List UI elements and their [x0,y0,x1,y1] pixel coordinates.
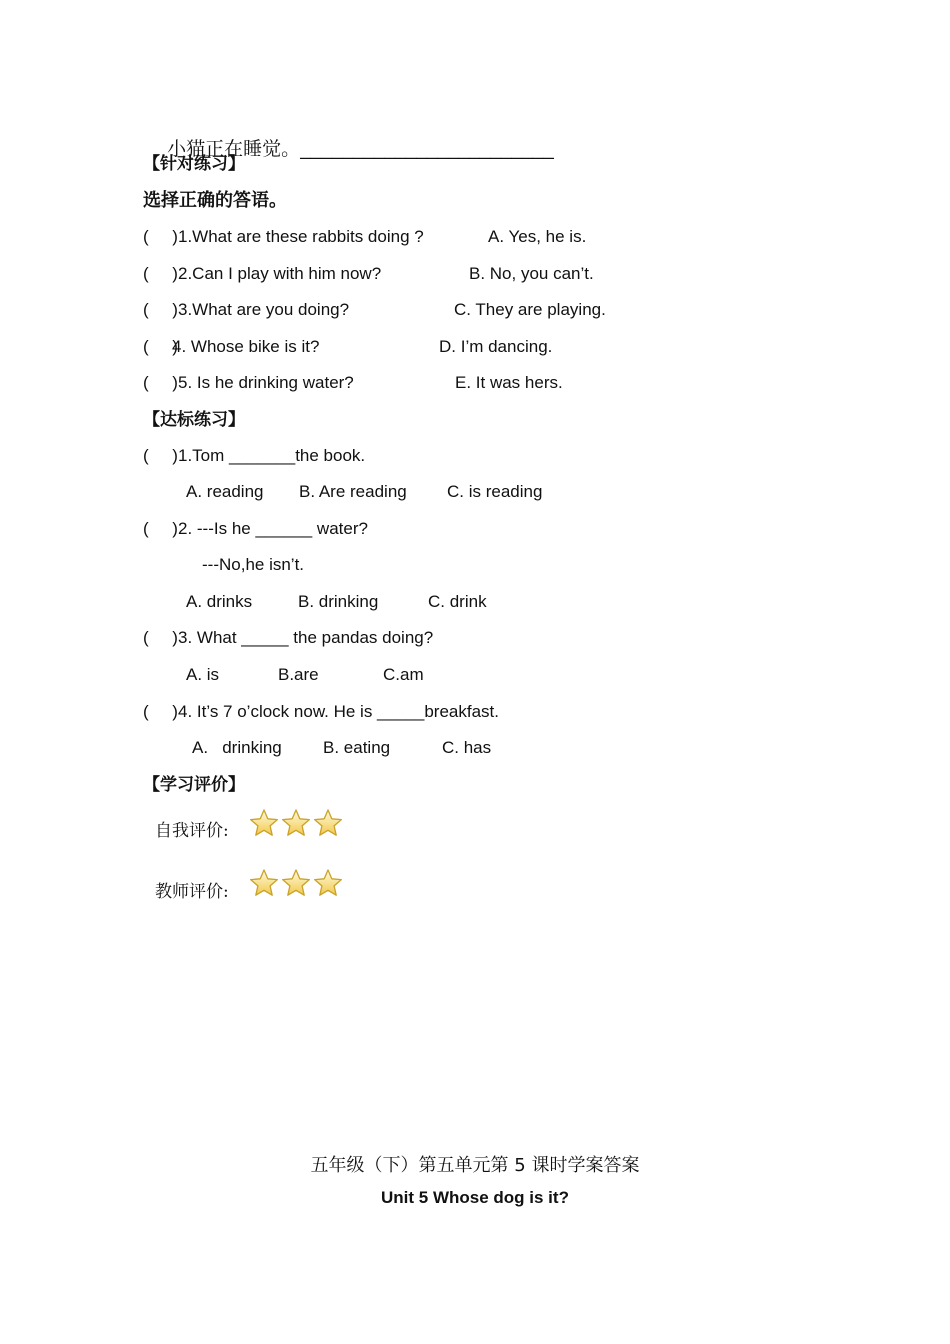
answer-key-title: 五年级（下）第五单元第 5 课时学案答案 [310,1155,640,1176]
mcq-stem: 2. ---Is he ______ water? [178,519,368,538]
matching-answer: C. They are playing. [454,300,606,319]
mcq-option: C. is reading [447,482,543,501]
matching-answer: A. Yes, he is. [488,227,587,246]
answer-key-unit-title: Unit 5 Whose dog is it? [381,1188,569,1207]
section-title-standard: 【达标练习】 [143,410,245,430]
mcq-paren[interactable]: ( ) [143,628,178,647]
mcq-dialog-reply: ---No,he isn’t. [202,555,305,574]
mcq-option: A. drinks [186,592,253,611]
section-title-evaluation: 【学习评价】 [143,775,245,795]
matching-paren[interactable]: ( ) [143,300,178,319]
mcq-stem: 4. It’s 7 o’clock now. He is _____breakfast. [178,702,499,721]
matching-question: 1.What are these rabbits doing ? [178,227,424,246]
mcq-option: B. Are reading [299,482,407,501]
star-icon[interactable] [313,808,343,843]
matching-question: 4. Whose bike is it? [172,337,320,356]
mcq-option: C.am [383,665,424,684]
mcq-paren[interactable]: ( ) [143,519,178,538]
matching-answer: D. I’m dancing. [439,337,553,356]
mcq-option: C. has [442,738,492,757]
mcq-option: A. drinking [192,738,282,757]
self-evaluation-label: 自我评价: [155,821,229,841]
star-icon[interactable] [281,808,311,843]
mcq-option: B. eating [323,738,391,757]
mcq-option: A. is [186,665,220,684]
section-title-targeted: 【针对练习】 [143,154,245,174]
star-icon[interactable] [313,868,343,903]
mcq-option: B.are [278,665,319,684]
star-icon[interactable] [249,868,279,903]
intro-answer-blank: ________________________ [300,139,554,160]
mcq-option: A. reading [186,482,264,501]
matching-question: 5. Is he drinking water? [178,373,354,392]
mcq-stem: 3. What _____ the pandas doing? [178,628,434,647]
matching-answer: B. No, you can’t. [469,264,594,283]
matching-paren[interactable]: ( ) [143,264,178,283]
matching-paren[interactable]: ( ) [143,373,178,392]
star-icon[interactable] [281,868,311,903]
self-evaluation-stars[interactable] [249,808,343,843]
mcq-stem: 1.Tom _______the book. [178,446,366,465]
matching-question: 3.What are you doing? [178,300,350,319]
matching-answer: E. It was hers. [455,373,563,392]
mcq-paren[interactable]: ( ) [143,702,178,721]
teacher-evaluation-stars[interactable] [249,868,343,903]
star-icon[interactable] [249,808,279,843]
mcq-paren[interactable]: ( ) [143,446,178,465]
mcq-option: B. drinking [298,592,379,611]
teacher-evaluation-label: 教师评价: [155,882,229,902]
matching-question: 2.Can I play with him now? [178,264,382,283]
intro-sentence-text: 小猫正在睡觉。 [167,138,301,160]
matching-paren[interactable]: ( ) [143,227,178,246]
matching-paren[interactable]: ( ) [143,337,178,356]
instruction-choose-answer: 选择正确的答语。 [143,190,287,211]
mcq-option: C. drink [428,592,487,611]
